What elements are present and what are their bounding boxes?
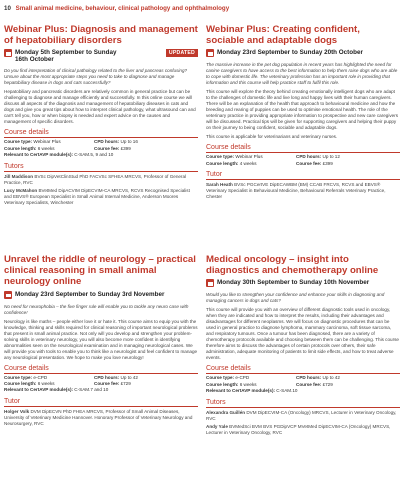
certavp-value: C-SAM.10 [276,388,298,394]
course-type-value: e-CPD [235,375,250,381]
tutor-name: Sarah Heath [206,182,233,188]
course-fee-value: £399 [322,160,333,166]
course-body: Hepatobiliary and pancreatic disorders are relatively common in general practice but can be challenging to diagnose and manage efficiently and successfully. In this online course we will discuss all aspects of the diagnosis and management of hepatobiliary diseases in cats and dogs and give you great tips about how to interpret clinical pathology, what ultrasound can and can't tell you, how or when biopsy is needed and expert advice on the causes and management of specific disorders. [4,89,196,125]
course-neurology [4,254,198,427]
course-dates [4,49,198,63]
date-text: Monday 30th September to Sunday 10th November [217,279,370,287]
updated-badge: UPDATED [166,49,198,57]
tutor-quals: BVetMed DipACVIM DipECVIM-CA MRCVS, RCVS Recognised Specialist and EBVS® European Specialist in Small Animal Internal Medicine, Anderson Moores Veterinary Specialists, Winchester [4,187,190,205]
certavp-row [4,387,198,393]
cpd-hours-label: CPD hours: [94,139,120,145]
course-type-label: Course type: [206,154,235,160]
tutor-name: Alexandra Guillén [206,409,246,415]
cpd-hours-value: Up to 16 [120,139,138,145]
course-details [4,139,198,152]
course-length-label: Course length: [206,381,239,387]
tutor-entry [206,182,400,200]
tutor-entry [4,188,198,206]
course-intro: Do you find interpretation of clinical pathology related to the liver and pancreas confusing? Unsure about the most appropriate steps you need to take to diagnose and manage hepatobiliary disease in dogs and cats successfully? [4,68,188,86]
course-title: Webinar Plus: Diagnosis and management of hepatobiliary disorders [4,24,198,47]
course-dates [206,279,400,287]
cpd-hours-value: Up to 12 [322,154,340,160]
calendar-icon [206,279,214,287]
course-intro: Would you like to strengthen your confidence and enhance your skills in diagnosing and managing cancers in dogs and cats? [206,292,385,304]
course-dates [4,291,198,299]
tutor-entry [4,409,198,427]
certavp-row [206,388,400,394]
tutors-heading: Tutor [206,171,400,180]
course-intro: No need for neurophobia – the five finger rule will enable you to tackle any neuro case with confidence! [4,303,189,315]
course-hepatobiliary [4,24,198,206]
course-fee-value: £729 [322,381,333,387]
course-dogs [206,24,400,200]
cpd-hours-value: Up to 42 [322,375,340,381]
tutor-quals: BVMedSci BVM BVS PGDipVCP MVetMed DipECVIM-CA (Oncology) MRCVS, Lecturer in Veterinary Oncology, RVC [206,423,391,435]
tutor-quals: DVM DipECVN PhD FHEA MRCVS, Professor of Small Animal Diseases, University of Veterinary Medicine Hannover. Honorary Professor of Veterinary Neurology and Neurosurgery, RVC [4,408,193,426]
course-fee-value: £399 [120,145,131,151]
course-length-label: Course length: [4,381,37,387]
course-details-heading: Course details [4,365,198,374]
cpd-hours-label: CPD hours: [296,375,322,381]
cpd-hours-label: CPD hours: [296,154,322,160]
course-length-value: 6 weeks [239,381,257,387]
date-text: Monday 23rd September to Sunday 3rd November [15,290,165,298]
tutors-heading: Tutor [4,398,198,407]
course-type-value: Webinar Plus [33,139,61,145]
course-length-value: 6 weeks [37,381,55,387]
course-details-heading: Course details [4,129,198,138]
course-length-value: 6 weeks [37,145,55,151]
tutor-quals: BVSc PGCertVE DipECAWBM (BM) CCAB FRCVS, RCVS and EBVS® Veterinary Specialist in Behavioural Medicine, Behavioural Referrals Veterinary Practice, Chester [206,182,386,200]
page-header [4,5,229,12]
tutor-entry [4,174,198,186]
course-details-heading: Course details [206,144,400,153]
calendar-icon [206,49,214,57]
course-title: Medical oncology – insight into diagnostics and chemotherapy online [206,254,379,277]
course-length-label: Course length: [4,145,37,151]
certavp-value: C-SAM.5, 9 and 10 [74,152,114,158]
course-details [206,154,400,167]
cpd-hours-value: Up to 42 [120,374,138,380]
cpd-hours-label: CPD hours: [94,374,120,380]
tutor-name: Lucy McMahon [4,187,38,193]
tutor-quals: DVM DipECVIM-CA (Oncology) MRCVS, Lecturer in Veterinary Oncology, RVC [206,409,397,421]
course-oncology [206,254,400,436]
course-dates [206,49,400,57]
course-body: Neurology is like maths – people either love it or hate it. This course aims to equip you with the knowledge, thinking and skills required for clinical reasoning of important neurological problems that present in small animal practice. Not only will you develop and strengthen your problem-solving skills in veterinary neurology, you will also become more confident in identifying abnormalities seen on the neurological examination and in managing neurological cases. We will provide you with tools to enable you to think like a neurologist and feel confident to manage any neurological presentation. We hope to make you love neurology! [4,318,198,360]
course-body: This course will provide you with an overview of different diagnostic tools used in oncology, when they are indicated and how to interpret the results, including their advantages and disadvantages for different neoplasms. We will focus on diagnostic procedures that can be used in general practice to diagnose lymphoma, mammary carcinoma, soft tissue sarcoma, and respiratory tumours. Once a tumour has been diagnosed, there are a variety of chemotherapy protocols available and choosing between them can be challenging. This course therefore aims to discuss the advantages of certain protocols over others, their safe administration, adequate monitoring of patients to limit side effects, and how to treat adverse events. [206,307,399,361]
course-audience: This course is applicable for veterinarians and veterinary nurses. [206,134,338,140]
course-type-label: Course type: [4,374,33,380]
course-intro: The massive increase in the pet dog population in recent years has highlighted the need for canine caregivers to have access to the best information to help them raise dogs who are able to cope with domestic life. The veterinary profession has an important role in providing that information and this course will help practice staff to fulfil this role. [206,62,398,86]
calendar-icon [4,49,12,57]
course-fee-value: £729 [120,381,131,387]
running-title: Small animal medicine, behaviour, clinical pathology and ophthalmology [15,5,230,12]
course-type-value: e-CPD [33,374,48,380]
course-fee-label: Course fee: [94,381,120,387]
page-number: 10 [4,5,11,12]
tutor-entry [206,410,400,422]
course-length-value: 4 weeks [239,160,257,166]
course-details [4,375,198,388]
course-length-label: Course length: [206,160,239,166]
certavp-row [4,152,198,158]
course-details-heading: Course details [206,365,400,374]
tutors-heading: Tutors [206,399,400,408]
course-details [206,375,400,388]
tutor-name: Holger Volk [4,408,30,414]
certavp-value: C-SAM.7 and 10 [74,387,109,393]
certavp-label: Relevant to CertAVP module(s): [4,387,74,393]
course-title: Webinar Plus: Creating confident, sociable and adaptable dogs [206,24,360,47]
course-type-label: Course type: [4,139,33,145]
course-type-label: Course type: [206,375,235,381]
certavp-label: Relevant to CertAVP module(s): [206,388,276,394]
calendar-icon [4,291,12,299]
tutors-heading: Tutors [4,163,198,172]
tutor-name: Jill Maddison [4,173,34,179]
course-fee-label: Course fee: [296,381,322,387]
course-fee-label: Course fee: [296,160,322,166]
tutor-name: Andy Yale [206,423,228,429]
date-text: Monday 5th September to Sunday 16th October [15,49,117,64]
certavp-label: Relevant to CertAVP module(s): [4,152,74,158]
course-body: This course will explore the theory behind creating emotionally intelligent dogs who are adapt to the challenges of domestic life and live long and happy lives with their human caregivers. There will be an explanation of the health that approach to behavioural medicine and how the breeding and rearing of puppies can be used to optimise emotional health. The role of the veterinary practice in providing appropriate information to prospective and new care caregivers will be discussed. Practical tips will be given for supporting caregivers and helping their puppy on their journey to being confident, sociable and adaptable dogs. [206,89,399,131]
tutor-quals: BVSc DipVetClinStud PhD FACVSc SFHEA MRCVS, Professor of General Practice, RVC [4,173,187,185]
course-type-value: Webinar Plus [235,154,263,160]
date-text: Monday 23rd September to Sunday 20th October [217,49,363,57]
course-fee-label: Course fee: [94,145,120,151]
course-title: Unravel the riddle of neurology – practical clinical reasoning in small animal neurology online [4,254,196,288]
tutor-entry [206,424,400,436]
